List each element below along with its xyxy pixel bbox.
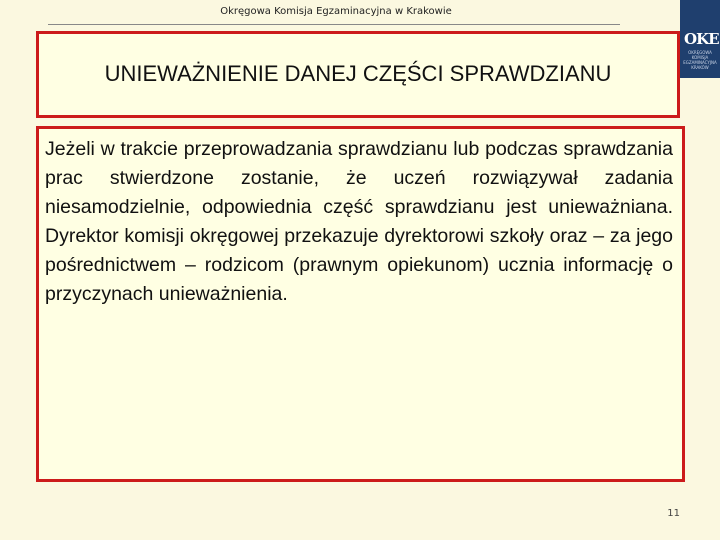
slide-title: UNIEWAŻNIENIE DANEJ CZĘŚCI SPRAWDZIANU bbox=[104, 61, 612, 86]
logo-subtitle: OKRĘGOWA KOMISJA EGZAMINACYJNA KRAKÓW bbox=[683, 50, 717, 70]
body-box bbox=[36, 126, 685, 482]
page-number: 11 bbox=[667, 508, 680, 519]
header-divider bbox=[48, 24, 620, 25]
title-box bbox=[36, 31, 680, 118]
logo-mark: OKE bbox=[684, 30, 719, 48]
slide-body-text: Jeżeli w trakcie przeprowadzania sprawdzianu lub podczas sprawdzania prac stwierdzone zostanie, że uczeń rozwiązywał zadania niesamodzielnie, odpowiednia część sprawdzianu jest unieważniana. Dyrektor komisji okręgowej przekazuje dyrektorowi szkoły oraz – za jego pośrednictwem – rodzicom (prawnym opiekunom) ucznia informację o przyczynach unieważnienia. bbox=[45, 138, 673, 305]
header-organization-name: Okręgowa Komisja Egzaminacyjna w Krakowie bbox=[220, 6, 452, 17]
oke-logo bbox=[680, 0, 720, 78]
